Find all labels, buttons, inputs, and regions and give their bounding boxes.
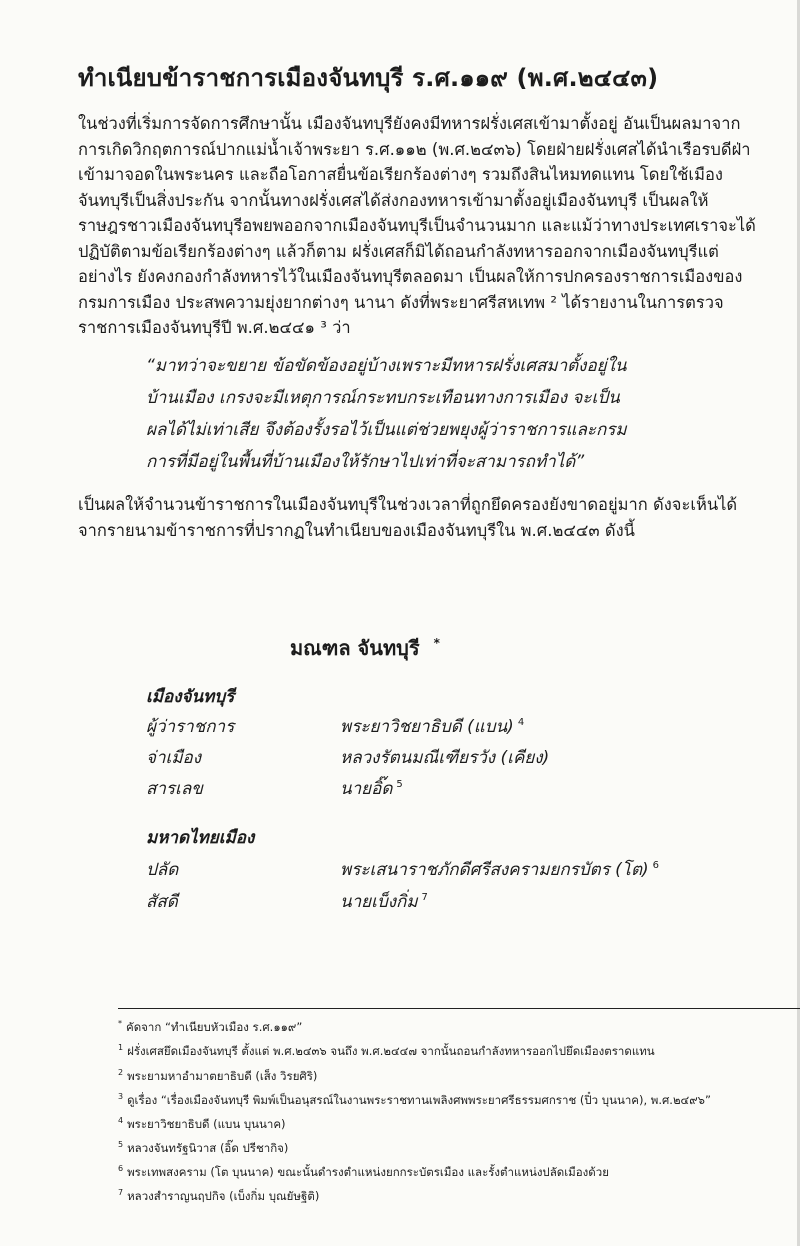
official-role: จ่าเมือง [146,748,202,768]
footnote-ref: 4 [517,717,525,729]
footnote-text: พระเทพสงคราม (โต บุนนาค) ขณะนั้นดำรงตำแหน่งยกกระบัตรเมือง และรั้งตำแหน่งปลัดเมืองด้วย [127,1165,609,1179]
official-name-text: พระยาวิชยาธิบดี (แบน) [340,717,514,737]
official-name-text: นายเบ็งกิ่ม [340,892,418,912]
paragraph-line: จากรายนามข้าราชการที่ปรากฏในทำเนียบของเมืองจันทบุรีใน พ.ศ.๒๔๔๓ ดังนี้ [78,520,635,540]
paragraph-line: กรมการเมือง ประสพความยุ่งยากต่างๆ นานา ดังที่พระยาศรีสหเทพ ² ได้รายงานในการตรวจ [78,292,724,312]
footnote-ref: 6 [652,860,659,872]
section-marker: * [433,636,440,651]
official-name [340,775,403,802]
official-name [340,888,428,915]
paragraph-line: ในช่วงที่เริ่มการจัดการศึกษานั้น เมืองจันทบุรียังคงมีทหารฝรั่งเศสเข้ามาตั้งอยู่ อันเป็นผลมาจาก [78,114,741,133]
footnote-mark: 2 [118,1068,124,1078]
footnote [118,1116,788,1134]
official-role: ผู้ว่าราชการ [146,717,235,737]
official-name [340,713,524,740]
footnote-text: คัดจาก “ทำเนียบหัวเมือง ร.ศ.๑๑๙” [126,1020,303,1034]
official-name [340,856,659,883]
footnote-mark: 3 [118,1092,124,1102]
footnote [118,1068,788,1086]
quote-line: ผลได้ไม่เท่าเสีย จึงต้องรั้งรอไว้เป็นแต่ช่วยพยุงผู้ว่าราชการและกรม [146,420,627,440]
paragraph-line: จันทบุรีเป็นสิ่งประกัน จากนั้นทางฝรั่งเศสได้ส่งกองทหารเข้ามาตั้งอยู่เมืองจันทบุรี เป็นผลให้ [78,190,709,210]
official-name-text: นายอิ๊ด [340,779,393,799]
footnote-text: พระยามหาอำมาตยาธิบดี (เส็ง วิรยศิริ) [127,1069,318,1083]
paragraph-line: ราชการเมืองจันทบุรีปี พ.ศ.๒๔๔๑ ³ ว่า [78,318,351,337]
official-role: ปลัด [146,860,179,880]
group-heading: เมืองจันทบุรี [146,687,235,707]
footnote-text: พระยาวิชยาธิบดี (แบน บุนนาค) [127,1117,286,1131]
official-name [340,744,549,771]
footnote-mark: 1 [118,1043,124,1053]
footnote [118,1188,788,1206]
paragraph-line: อย่างไร ยังคงกองกำลังทหารไว้ในเมืองจันทบุรีตลอดมา เป็นผลให้การปกครองราชการเมืองของ [78,267,743,286]
quote-line: บ้านเมือง เกรงจะมีเหตุการณ์กระทบกระเทือนทางการเมือง จะเป็น [146,388,620,408]
footnote-ref: 5 [396,779,403,791]
footnote-mark: * [118,1019,122,1029]
group-heading: มหาดไทยเมือง [146,828,255,848]
section-title-text: มณฑล จันทบุรี [290,636,420,660]
paragraph-line: ราษฎรชาวเมืองจันทบุรีอพยพออกจากเมืองจันทบุรีเป็นจำนวนมาก และแม้ว่าทางประเทศเราจะได้ [78,216,756,235]
footnote [118,1140,788,1158]
footnote-text: ฝรั่งเศสยึดเมืองจันทบุรี ตั้งแต่ พ.ศ.๒๔๓๖ จนถึง พ.ศ.๒๔๔๗ จากนั้นถอนกำลังทหารออกไปยึดเมืองตราดแทน [127,1044,655,1058]
footnote-divider [118,1008,800,1009]
footnote-mark: 6 [118,1164,124,1174]
quote-line: “มาทว่าจะขยาย ข้อขัดข้องอยู่บ้างเพราะมีทหารฝรั่งเศสมาตั้งอยู่ใน [146,356,627,376]
footnote [118,1092,788,1110]
block-quote [146,350,646,478]
paragraph-line: เข้ามาจอดในพระนคร และถือโอกาสยื่นข้อเรียกร้องต่างๆ รวมถึงสินไหมทดแทน โดยใช้เมือง [78,165,723,184]
footnote [118,1019,788,1037]
footnote-mark: 4 [118,1116,124,1126]
footnote-mark: 7 [118,1188,124,1198]
official-name-text: หลวงรัตนมณีเฑียรวัง (เคียง) [340,748,550,768]
footnote-mark: 5 [118,1140,124,1150]
paragraph-line: การเกิดวิกฤตการณ์ปากแม่น้ำเจ้าพระยา ร.ศ.๑๑๒ (พ.ศ.๒๔๓๖) โดยฝ่ายฝรั่งเศสได้นำเรือรบดีฝ่า [78,139,751,159]
section-title [290,632,440,664]
paragraph-line: ปฏิบัติตามข้อเรียกร้องต่างๆ แล้วก็ตาม ฝรั่งเศสก็มิได้ถอนกำลังทหารออกจากเมืองจันทบุรีแต่ [78,241,719,261]
footnote [118,1164,788,1182]
footnote-text: หลวงจันทรัฐนิวาส (อิ๊ด ปรีชากิจ) [127,1141,289,1155]
closing-paragraph [78,492,758,543]
quote-line: การที่มีอยู่ในพื้นที่บ้านเมืองให้รักษาไปเท่าที่จะสามารถทำได้” [146,452,585,472]
page-title: ทำเนียบข้าราชการเมืองจันทบุรี ร.ศ.๑๑๙ (พ.ศ.๒๔๔๓) [78,64,659,92]
footnote-ref: 7 [421,892,428,904]
paragraph-line: เป็นผลให้จำนวนข้าราชการในเมืองจันทบุรีในช่วงเวลาที่ถูกยึดครองยังขาดอยู่มาก ดังจะเห็นได้ [78,495,738,514]
official-role: สัสดี [146,892,178,912]
official-name-text: พระเสนาราชภักดีศรีสงครามยกรบัตร (โต) [340,860,649,880]
official-role: สารเลข [146,779,203,799]
footnote [118,1043,788,1061]
intro-paragraph [78,111,758,341]
footnote-text: ดูเรื่อง “เรื่องเมืองจันทบุรี พิมพ์เป็นอนุสรณ์ในงานพระราชทานเพลิงศพพระยาศรีธรรมศกราช (ปิ๋ว บุนนาค), พ.ศ.๒๔๙๖” [127,1093,711,1107]
footnote-text: หลวงสำราญนฤปกิจ (เบ็งกิ่ม บุณยัษฐิติ) [127,1189,320,1203]
